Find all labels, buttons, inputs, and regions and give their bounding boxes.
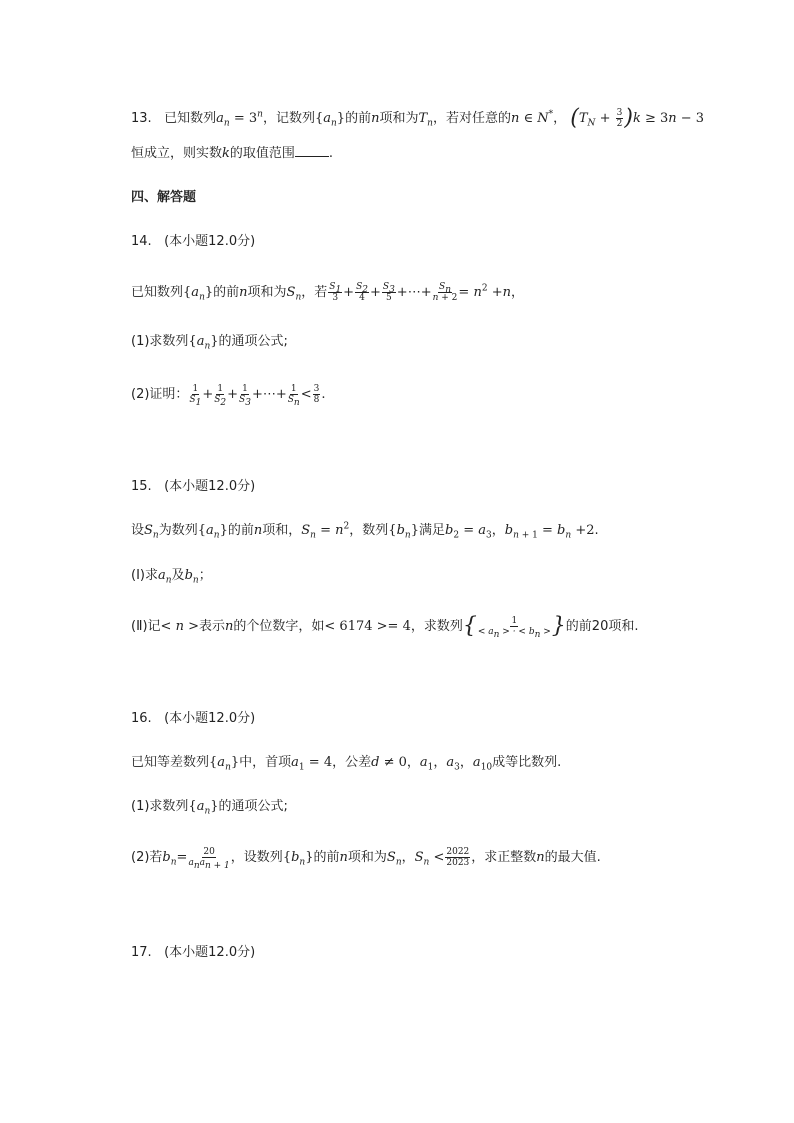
- formula-Sn: $S_n = n^2$: [301, 521, 350, 541]
- formula-sum: $\frac{S_1}{3}$ + $\frac{S_2}{4}$ + $\frac{S_3}{5}$ +⋯+ $\frac{S_n}{n + 2}$ = $n^2 +n$: [329, 282, 511, 303]
- var-k: k: [222, 146, 230, 161]
- question-number: 17.: [131, 945, 152, 960]
- text: ，: [406, 755, 420, 770]
- formula-seq-an: $\{a_n\}$: [314, 111, 346, 129]
- text: ，: [491, 523, 505, 538]
- text: ，记数列: [262, 111, 315, 126]
- text: 设: [131, 523, 145, 538]
- q13-line1: [131, 105, 705, 131]
- question-number: 14.: [131, 234, 152, 249]
- text: ；: [198, 568, 212, 583]
- formula-n-in-N: n ∈ N*: [510, 109, 554, 126]
- text: ，公差: [332, 755, 372, 770]
- text: ，若对任意的: [432, 111, 511, 126]
- q15-stem: [131, 521, 599, 541]
- var-a3: $a_3$: [446, 755, 460, 773]
- formula-seq-an: $\{a_n\}$: [188, 799, 219, 817]
- var-n: n: [239, 285, 248, 300]
- text: ，: [510, 285, 524, 300]
- points: (本小题12.0分): [164, 711, 256, 726]
- var-Sn: $S_n$: [286, 285, 302, 303]
- question-number: 15.: [131, 479, 152, 494]
- text: 的个位数字，如: [233, 619, 325, 634]
- text: (1)求数列: [131, 799, 189, 814]
- text: .: [328, 146, 334, 161]
- text: 已知数列: [164, 111, 217, 126]
- text: 项和为: [379, 111, 419, 126]
- formula-sequence: { $\frac{1}{< a_n > \cdot < b_n >}$ }: [462, 613, 566, 640]
- var-Sn: $S_n$: [144, 523, 159, 541]
- text: (1)求数列: [131, 334, 189, 349]
- text: 表示: [199, 619, 226, 634]
- text: 项和为: [347, 850, 387, 865]
- var-a10: $a_{10}$: [472, 755, 493, 773]
- formula-example: < 6174 >= 4: [324, 619, 411, 634]
- text: 的通项公式;: [218, 799, 288, 814]
- text: 的前: [313, 850, 340, 865]
- text: ，: [459, 755, 473, 770]
- text: 成等比数列.: [492, 755, 562, 770]
- q15-header: [131, 477, 255, 497]
- text: 的取值范围: [229, 146, 295, 161]
- var-an: $a_n$: [157, 568, 172, 586]
- text: ，: [401, 850, 415, 865]
- text: ，数列: [349, 523, 389, 538]
- text: ，求正整数: [471, 850, 537, 865]
- q14-stem: [131, 282, 524, 303]
- points: (本小题12.0分): [164, 234, 256, 249]
- formula-bound: $S_n$ < $\frac{2022}{2023}$: [414, 847, 470, 868]
- text: 满足: [418, 523, 445, 538]
- var-n: n: [225, 619, 234, 634]
- formula-b2: $b_2 = a_3$: [444, 523, 492, 541]
- text: 恒成立，则实数: [131, 146, 223, 161]
- var-n: n: [371, 111, 380, 126]
- var-bn: $b_n$: [184, 568, 199, 586]
- q13-line2: [131, 144, 333, 164]
- question-number: 13.: [131, 111, 152, 126]
- text: 及: [171, 568, 185, 583]
- text: 已知数列: [131, 285, 184, 300]
- q16-part1: [131, 797, 288, 817]
- text: (2)证明：: [131, 387, 189, 402]
- formula-seq-an: $\{a_n\}$: [209, 755, 240, 773]
- q14-part2: [131, 384, 326, 408]
- formula-seq-an: $\{a_n\}$: [188, 334, 219, 352]
- text: 的前: [227, 523, 254, 538]
- text: 的通项公式;: [218, 334, 288, 349]
- text: ，若: [301, 285, 328, 300]
- formula-inequality: ($T_N$ + $\frac{3}{2}$ )k ≥ 3n − 3: [570, 105, 705, 131]
- formula-seq-bn: $\{b_n\}$: [388, 523, 419, 541]
- text: ，设数列: [230, 850, 283, 865]
- formula-digit-notation: < n >: [160, 619, 199, 634]
- text: 的前: [345, 111, 372, 126]
- var-a1: $a_1$: [419, 755, 434, 773]
- text: (Ⅱ)记: [131, 619, 161, 634]
- formula-seq-an: $\{a_n\}$: [197, 523, 228, 541]
- formula-a1: $a_1 = 4$: [291, 755, 333, 773]
- formula-reciprocal-sum: $\frac{1}{S_1}$ + $\frac{1}{S_2}$ + $\frac{1}{S_3}$ +⋯+ $\frac{1}{S_n}$ < $\frac{3}{8}$ .: [189, 384, 326, 408]
- formula-recurrence: $b_{n + 1} = b_n +2$: [504, 523, 595, 541]
- q15-part2: [131, 613, 639, 640]
- q16-header: [131, 709, 255, 729]
- formula-d: d ≠ 0: [371, 755, 407, 770]
- formula-an: $a_n = 3^n$: [216, 109, 263, 129]
- text: 的前: [213, 285, 240, 300]
- formula-seq-bn: $\{b_n\}$: [282, 850, 314, 868]
- points: (本小题12.0分): [164, 945, 256, 960]
- text: (Ⅰ)求: [131, 568, 158, 583]
- text: ，求数列: [410, 619, 463, 634]
- section-heading: 四、解答题: [131, 190, 197, 205]
- q14-header: [131, 232, 255, 252]
- q14-part1: [131, 332, 288, 352]
- text: 的前20项和.: [565, 619, 639, 634]
- text: 项和，: [262, 523, 302, 538]
- text: ，: [433, 755, 447, 770]
- text: ，: [553, 111, 567, 126]
- points: (本小题12.0分): [164, 479, 256, 494]
- text: .: [594, 523, 599, 538]
- q15-part1: [131, 566, 212, 586]
- var-n: n: [253, 523, 263, 538]
- q16-part2: [131, 847, 601, 871]
- text: (2)若: [131, 850, 163, 865]
- var-Sn: $S_n$: [386, 850, 402, 868]
- text: 已知等差数列: [131, 755, 210, 770]
- answer-blank: [295, 144, 329, 157]
- var-n: n: [339, 850, 348, 865]
- q16-stem: [131, 753, 561, 773]
- question-number: 16.: [131, 711, 152, 726]
- text: 项和为: [247, 285, 287, 300]
- text: 为数列: [158, 523, 198, 538]
- var-Tn: $T_n$: [418, 111, 433, 129]
- text: 的最大值.: [544, 850, 601, 865]
- var-n: n: [536, 850, 545, 865]
- formula-bn: $b_n=$ $\frac{20}{a_na_{n + 1}}$: [162, 847, 230, 871]
- formula-seq-an: $\{a_n\}$: [183, 285, 214, 303]
- q17-header: [131, 943, 255, 963]
- text: 中，首项: [239, 755, 292, 770]
